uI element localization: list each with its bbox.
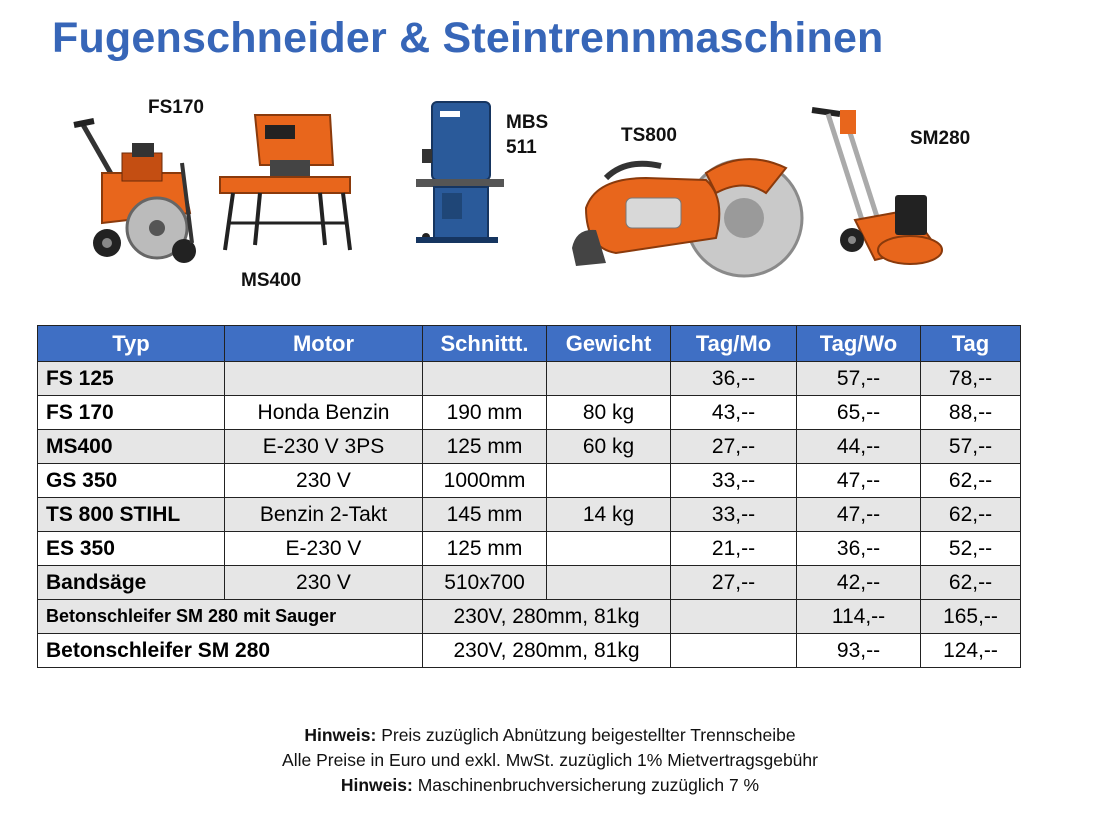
cell-spec: 230V, 280mm, 81kg (423, 600, 671, 634)
page-title: Fugenschneider & Steintrennmaschinen (52, 14, 884, 62)
mbs511-machine-image (412, 97, 504, 247)
note-text: Preis zuzüglich Abnützung beigestellter Trennscheibe (376, 725, 796, 745)
cell-tag-wo: 47,-- (797, 498, 921, 532)
price-table (37, 325, 1021, 668)
cell-spec: 230V, 280mm, 81kg (423, 634, 671, 668)
cell-typ: MS400 (38, 430, 225, 464)
header-tag: Tag (921, 326, 1021, 362)
cell-tag-mo: 33,-- (671, 498, 797, 532)
cell-schnitt: 125 mm (423, 532, 547, 566)
cell-motor: E-230 V 3PS (225, 430, 423, 464)
table-row-special (38, 634, 1021, 668)
cell-gewicht (547, 464, 671, 498)
label-mbs511 (506, 110, 548, 160)
cell-schnitt (423, 362, 547, 396)
table-row (38, 396, 1021, 430)
cell-tag-wo: 65,-- (797, 396, 921, 430)
cell-tag: 62,-- (921, 566, 1021, 600)
table-row (38, 498, 1021, 532)
cell-motor: 230 V (225, 464, 423, 498)
cell-typ: FS 125 (38, 362, 225, 396)
cell-tag-wo: 93,-- (797, 634, 921, 668)
cell-tag: 62,-- (921, 464, 1021, 498)
cell-motor: 230 V (225, 566, 423, 600)
cell-schnitt: 145 mm (423, 498, 547, 532)
cell-tag-wo: 114,-- (797, 600, 921, 634)
label-sm280: SM280 (910, 128, 971, 149)
note-label: Hinweis: (340, 775, 413, 795)
cell-tag: 88,-- (921, 396, 1021, 430)
cell-typ: ES 350 (38, 532, 225, 566)
cell-gewicht: 60 kg (547, 430, 671, 464)
cell-typ: GS 350 (38, 464, 225, 498)
cell-tag-mo: 36,-- (671, 362, 797, 396)
table-header-row (38, 326, 1021, 362)
table-row (38, 430, 1021, 464)
header-motor: Motor (225, 326, 423, 362)
ms400-machine-image (215, 105, 355, 255)
note-text: Maschinenbruchversicherung zuzüglich 7 % (412, 775, 760, 795)
cell-schnitt: 1000mm (423, 464, 547, 498)
cell-tag: 78,-- (921, 362, 1021, 396)
cell-typ: FS 170 (38, 396, 225, 430)
cell-schnitt: 190 mm (423, 396, 547, 430)
header-schnitt: Schnittt. (423, 326, 547, 362)
cell-gewicht (547, 532, 671, 566)
fs170-machine-image (62, 103, 202, 273)
header-tag-wo: Tag/Wo (797, 326, 921, 362)
table-row (38, 362, 1021, 396)
label-mbs-line2: 511 (506, 137, 537, 158)
cell-tag-mo: 27,-- (671, 430, 797, 464)
cell-tag-mo (671, 634, 797, 668)
cell-gewicht: 14 kg (547, 498, 671, 532)
cell-tag-mo (671, 600, 797, 634)
cell-motor: E-230 V (225, 532, 423, 566)
cell-tag: 62,-- (921, 498, 1021, 532)
header-gewicht: Gewicht (547, 326, 671, 362)
table-row (38, 566, 1021, 600)
cell-tag-mo: 21,-- (671, 532, 797, 566)
cell-gewicht (547, 362, 671, 396)
table-row (38, 464, 1021, 498)
cell-tag: 124,-- (921, 634, 1021, 668)
footer-notes (0, 723, 1100, 798)
ts800-machine-image (566, 138, 816, 278)
header-tag-mo: Tag/Mo (671, 326, 797, 362)
label-mbs-line1: MBS (506, 112, 549, 133)
cell-tag-wo: 42,-- (797, 566, 921, 600)
label-ms400: MS400 (241, 270, 302, 291)
cell-typ: Bandsäge (38, 566, 225, 600)
cell-tag-wo: 36,-- (797, 532, 921, 566)
cell-typ: TS 800 STIHL (38, 498, 225, 532)
cell-tag-mo: 43,-- (671, 396, 797, 430)
note-line-3 (0, 773, 1100, 798)
cell-schnitt: 125 mm (423, 430, 547, 464)
cell-motor (225, 362, 423, 396)
note-line-2: Alle Preise in Euro und exkl. MwSt. zuzüglich 1% Mietvertragsgebühr (282, 750, 818, 770)
table-row-special (38, 600, 1021, 634)
cell-tag: 57,-- (921, 430, 1021, 464)
cell-tag: 52,-- (921, 532, 1021, 566)
cell-motor: Honda Benzin (225, 396, 423, 430)
cell-typ: Betonschleifer SM 280 mit Sauger (38, 600, 423, 634)
cell-typ: Betonschleifer SM 280 (38, 634, 423, 668)
label-fs170: FS170 (148, 97, 204, 118)
cell-tag: 165,-- (921, 600, 1021, 634)
cell-schnitt: 510x700 (423, 566, 547, 600)
note-line-1 (0, 723, 1100, 748)
note-label: Hinweis: (304, 725, 377, 745)
cell-tag-mo: 27,-- (671, 566, 797, 600)
cell-tag-mo: 33,-- (671, 464, 797, 498)
cell-tag-wo: 47,-- (797, 464, 921, 498)
label-ts800: TS800 (621, 125, 677, 146)
header-typ: Typ (38, 326, 225, 362)
sm280-machine-image (800, 100, 950, 280)
cell-gewicht: 80 kg (547, 396, 671, 430)
cell-gewicht (547, 566, 671, 600)
table-row (38, 532, 1021, 566)
cell-tag-wo: 57,-- (797, 362, 921, 396)
cell-motor: Benzin 2-Takt (225, 498, 423, 532)
cell-tag-wo: 44,-- (797, 430, 921, 464)
